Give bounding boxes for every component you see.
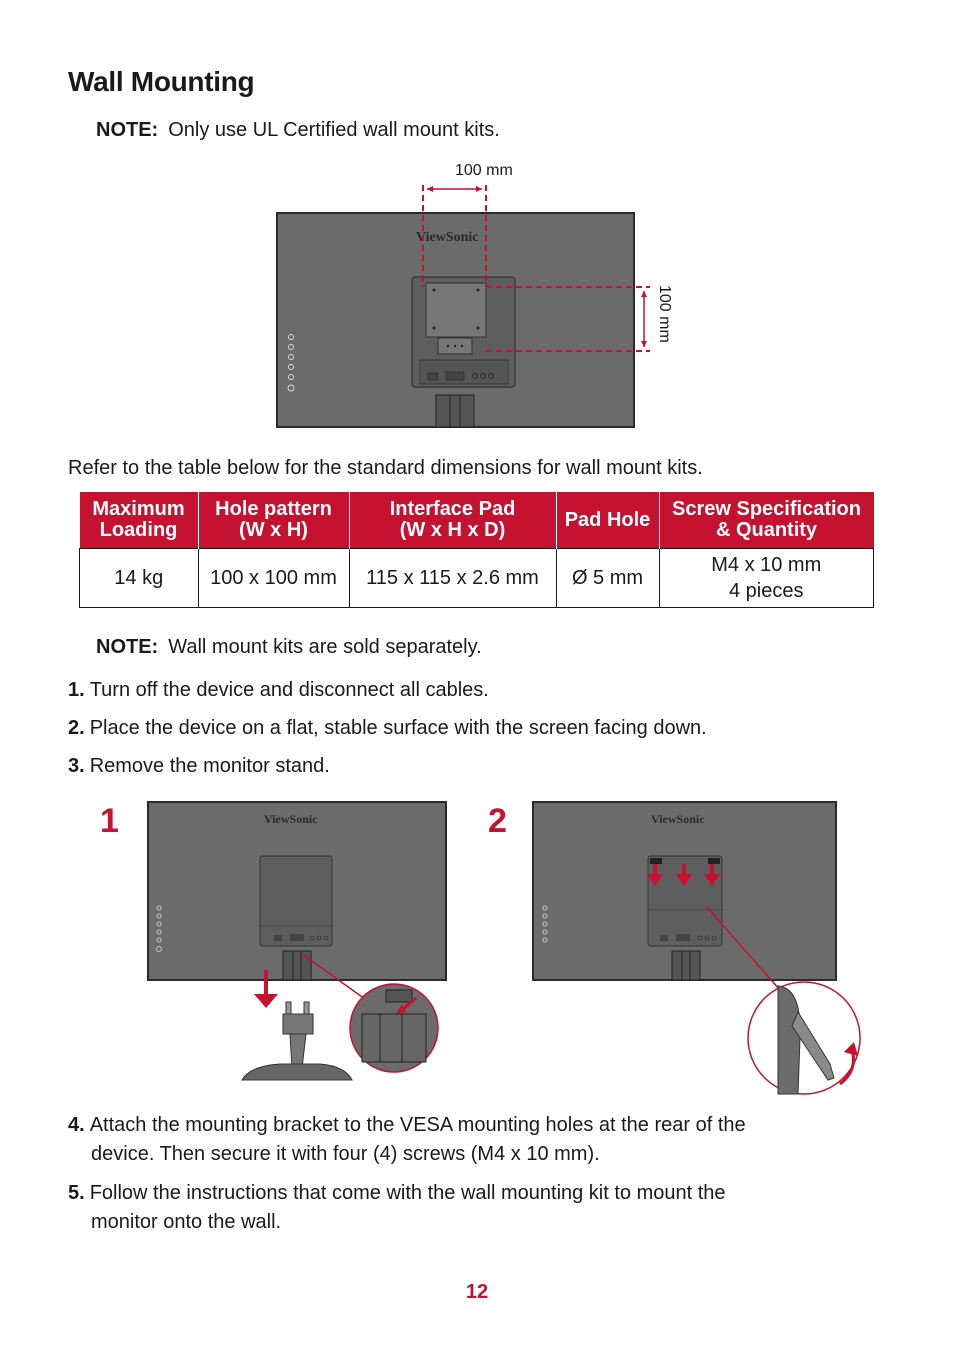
vesa-hole [433,289,436,292]
figure-2-bracket-detail [530,798,870,1098]
page-number: 12 [465,1281,489,1303]
header-hole-pattern: Hole pattern (W x H) [198,492,349,549]
vesa-hole [433,327,436,330]
header-interface-pad: Interface Pad (W x H x D) [349,492,556,549]
wall-mount-spec-table [79,492,874,608]
note-label: NOTE: [96,636,159,658]
figure-1-label: 1 [100,802,119,840]
header-max-loading: Maximum Loading [80,492,199,549]
page-title: Wall Mounting [68,66,255,97]
step-4: 4. Attach the mounting bracket to the VESA mounting holes at the rear of the device. Then secure it with four (4) screws (M4 x 10 mm). [68,1114,746,1165]
stand-arm [290,1034,306,1068]
step-3: 3. Remove the monitor stand. [68,755,330,777]
cell-screw-spec: M4 x 10 mm 4 pieces [659,549,874,608]
dim-horizontal-label: 100 mm [455,162,513,179]
cell-hole-pattern: 100 x 100 mm [198,549,349,608]
rear-panel [260,856,332,946]
stand-base [242,1064,352,1080]
figure-1-remove-stand [140,798,450,1088]
step-2: 2. Place the device on a flat, stable surface with the screen facing down. [68,717,707,739]
note-text: Wall mount kits are sold separately. [168,636,482,658]
stand-neck [436,395,474,427]
header-pad-hole: Pad Hole [556,492,659,549]
stand-top [283,1014,313,1034]
step-5: 5. Follow the instructions that come with the wall mounting kit to mount the monitor onto the wall. [68,1182,726,1233]
dim-vertical-label: 100 mm [656,285,673,343]
table-row [80,549,874,608]
stand-neck [283,951,311,980]
note-text: Only use UL Certified wall mount kits. [168,119,500,141]
vesa-hole [477,327,480,330]
brand-logo: ViewSonic [264,812,318,826]
cell-loading: 14 kg [80,549,199,608]
vesa-hole [477,289,480,292]
note-label: NOTE: [96,119,159,141]
header-screw-spec: Screw Specification & Quantity [659,492,874,549]
cell-interface-pad: 115 x 115 x 2.6 mm [349,549,556,608]
monitor-edge [778,986,800,1094]
figure-2-label: 2 [488,802,507,840]
step-1: 1. Turn off the device and disconnect all cables. [68,679,489,701]
brand-logo: ViewSonic [416,230,479,245]
vesa-diagram [270,155,690,435]
stand-neck [672,951,700,980]
cell-pad-hole: Ø 5 mm [556,549,659,608]
table-intro: Refer to the table below for the standard dimensions for wall mount kits. [68,457,703,479]
note-sold-separately [96,636,482,659]
note-certified [96,119,500,142]
brand-logo: ViewSonic [651,812,705,826]
